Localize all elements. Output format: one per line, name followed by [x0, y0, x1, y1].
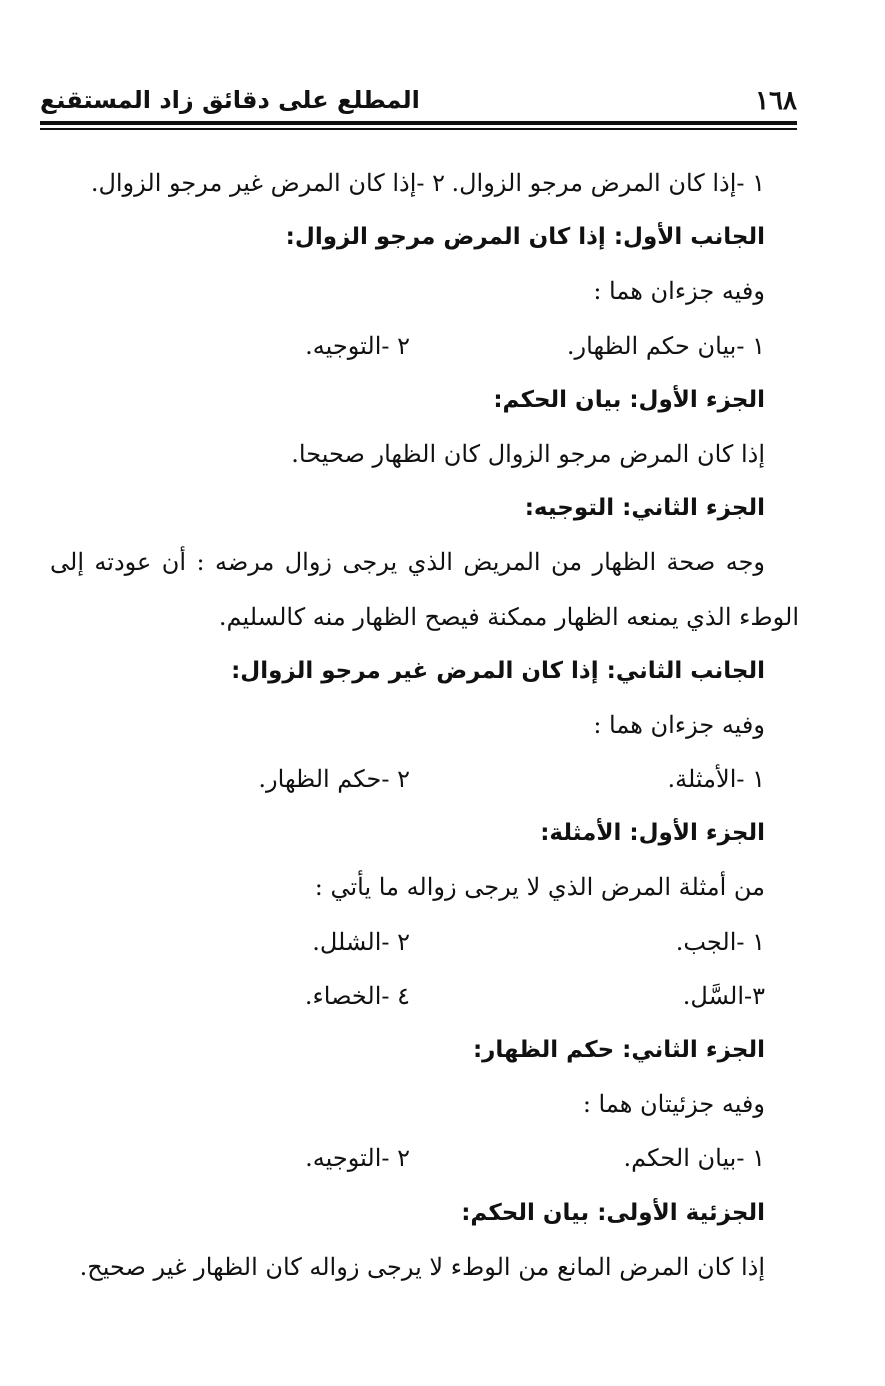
enum-item: ٣-السَّل. [682, 981, 765, 1010]
subsection-heading: الجزئية الأولى: بيان الحكم: [461, 1199, 765, 1226]
page-number: ١٦٨ [755, 86, 797, 116]
subsection-heading: الجزء الأول: بيان الحكم: [493, 386, 765, 413]
paragraph-line: الوطء الذي يمنعه الظهار ممكنة فيصح الظهار منه كالسليم. [218, 602, 799, 631]
paragraph-line: من أمثلة المرض الذي لا يرجى زواله ما يأتي : [314, 873, 765, 902]
enumeration-line [50, 752, 765, 806]
paragraph-line: وفيه جزءان هما : [593, 710, 765, 739]
enumeration-line [50, 156, 765, 210]
subsection-heading: الجزء الثاني: التوجيه: [524, 495, 765, 522]
page-header [40, 84, 797, 120]
paragraph-line: وفيه جزءان هما : [593, 277, 765, 306]
header-rule-thin [40, 128, 797, 130]
subsection-heading: الجزء الأول: الأمثلة: [540, 820, 765, 847]
enumeration-line [50, 969, 765, 1023]
header-rule-thick [40, 121, 797, 125]
enum-item: ٤ -الخصاء. [304, 981, 410, 1010]
paragraph-line: وفيه جزئيتان هما : [582, 1090, 765, 1119]
enum-item: ٢ -إذا كان المرض غير مرجو الزوال. [90, 169, 445, 197]
enumeration-line [50, 319, 765, 373]
paragraph-line: إذا كان المرض المانع من الوطء لا يرجى زواله كان الظهار غير صحيح. [79, 1252, 765, 1281]
enum-item: ٢ -الشلل. [312, 927, 410, 956]
enum-item: ٢ -التوجيه. [305, 331, 410, 360]
enum-item: ١ -الأمثلة. [667, 765, 765, 794]
paragraph-line: وجه صحة الظهار من المريض الذي يرجى زوال مرضه : أن عودته إلى [50, 548, 765, 577]
enum-item: ١ -إذا كان المرض مرجو الزوال. [451, 169, 765, 197]
section-heading: الجانب الثاني: إذا كان المرض غير مرجو الزوال: [231, 657, 765, 684]
enumeration-line [50, 915, 765, 969]
enum-item: ٢ -حكم الظهار. [258, 765, 410, 794]
enum-item: ١ -بيان حكم الظهار. [566, 331, 765, 360]
enum-item: ٢ -التوجيه. [305, 1144, 410, 1173]
subsection-heading: الجزء الثاني: حكم الظهار: [472, 1037, 765, 1063]
body-text [50, 156, 799, 1294]
section-heading: الجانب الأول: إذا كان المرض مرجو الزوال: [285, 224, 765, 251]
enumeration-line [50, 1131, 765, 1185]
paragraph-line: إذا كان المرض مرجو الزوال كان الظهار صحيحا. [291, 439, 765, 468]
running-title: المطلع على دقائق زاد المستقنع [40, 86, 420, 114]
enum-item: ١ -بيان الحكم. [623, 1144, 765, 1173]
enum-item: ١ -الجب. [675, 927, 765, 956]
